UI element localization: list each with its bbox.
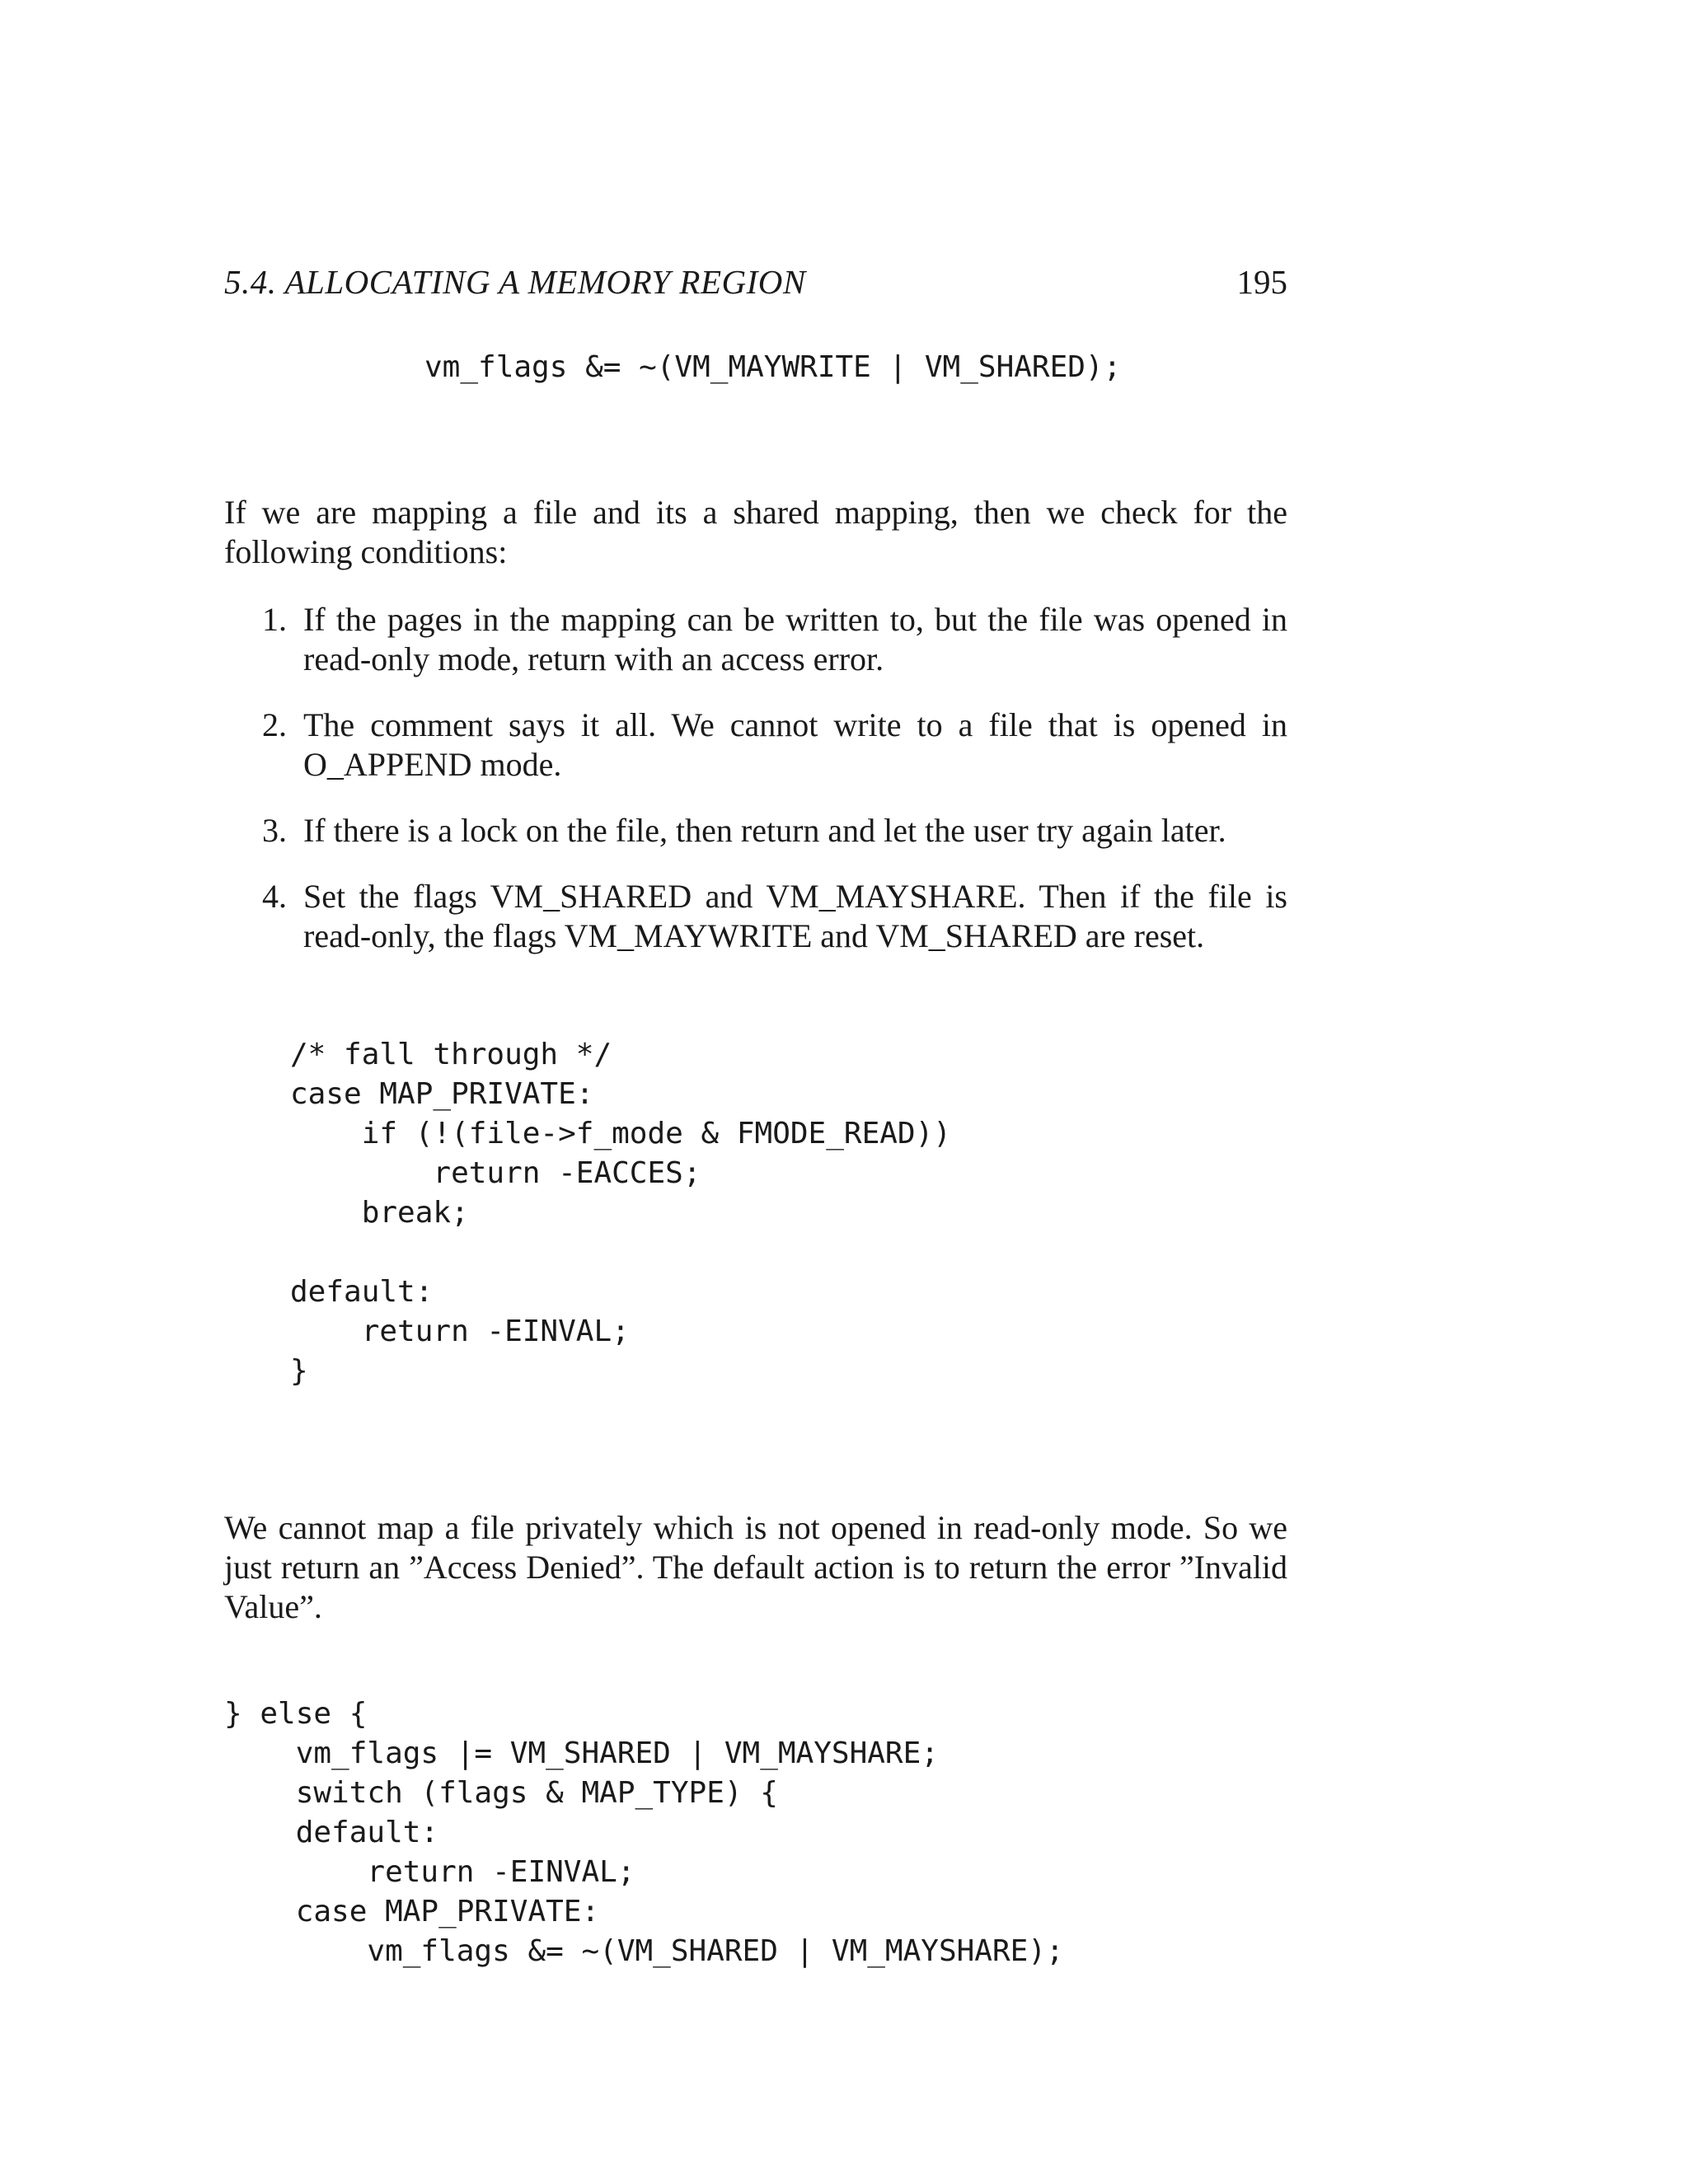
list-item <box>224 705 1287 785</box>
list-item-number: 1. <box>262 601 287 638</box>
list-item-number: 3. <box>262 812 287 849</box>
list-item-text: The comment says it all. We cannot write to a file that is opened in O_APPEND mode. <box>303 706 1287 783</box>
paragraph-private-mapping <box>224 1508 1287 1627</box>
code-line: vm_flags |= VM_SHARED | VM_MAYSHARE; <box>224 1736 939 1770</box>
section-title: 5.4. ALLOCATING A MEMORY REGION <box>224 263 806 301</box>
list-item-text: Set the flags VM_SHARED and VM_MAYSHARE. Then if the file is read-only, the flags VM_MAYWRITE and VM_SHARED are reset. <box>303 878 1287 954</box>
paragraph-text: We cannot map a file privately which is not opened in read-only mode. So we just return an ”Access Denied”. The default action is to return the error ”Invalid Value”. <box>224 1509 1287 1625</box>
paragraph-text: If we are mapping a file and its a shared mapping, then we check for the following conditions: <box>224 494 1287 570</box>
paragraph-intro <box>224 493 1287 572</box>
code-line: case MAP_PRIVATE: <box>290 1077 594 1111</box>
code-line: vm_flags &= ~(VM_SHARED | VM_MAYSHARE); <box>224 1934 1064 1968</box>
code-block-1 <box>424 348 1121 387</box>
list-item-text: If there is a lock on the file, then return and let the user try again later. <box>303 812 1226 849</box>
code-block-2 <box>290 1035 951 1391</box>
code-line: return -EACCES; <box>290 1156 701 1190</box>
list-item <box>224 877 1287 956</box>
code-line: /* fall through */ <box>290 1038 612 1071</box>
code-block-3 <box>224 1694 1064 1971</box>
page-number: 195 <box>1236 263 1287 301</box>
list-item-number: 4. <box>262 878 287 915</box>
code-line: case MAP_PRIVATE: <box>224 1895 600 1929</box>
conditions-list <box>224 600 1287 982</box>
code-line: if (!(file->f_mode & FMODE_READ)) <box>290 1117 951 1151</box>
code-line: } <box>290 1354 308 1388</box>
list-item-number: 2. <box>262 706 287 743</box>
code-line: default: <box>290 1275 434 1309</box>
running-header <box>224 257 1287 307</box>
code-line: return -EINVAL; <box>290 1315 630 1348</box>
code-line: vm_flags &= ~(VM_MAYWRITE | VM_SHARED); <box>424 350 1122 384</box>
code-line: default: <box>224 1816 439 1849</box>
list-item <box>224 600 1287 679</box>
code-line: } else { <box>224 1697 368 1731</box>
code-line <box>290 1233 951 1272</box>
code-line: break; <box>290 1196 469 1230</box>
code-line: switch (flags & MAP_TYPE) { <box>224 1776 778 1810</box>
list-item <box>224 811 1287 851</box>
list-item-text: If the pages in the mapping can be written to, but the file was opened in read-only mode, return with an access error. <box>303 601 1287 677</box>
code-line: return -EINVAL; <box>224 1855 635 1889</box>
